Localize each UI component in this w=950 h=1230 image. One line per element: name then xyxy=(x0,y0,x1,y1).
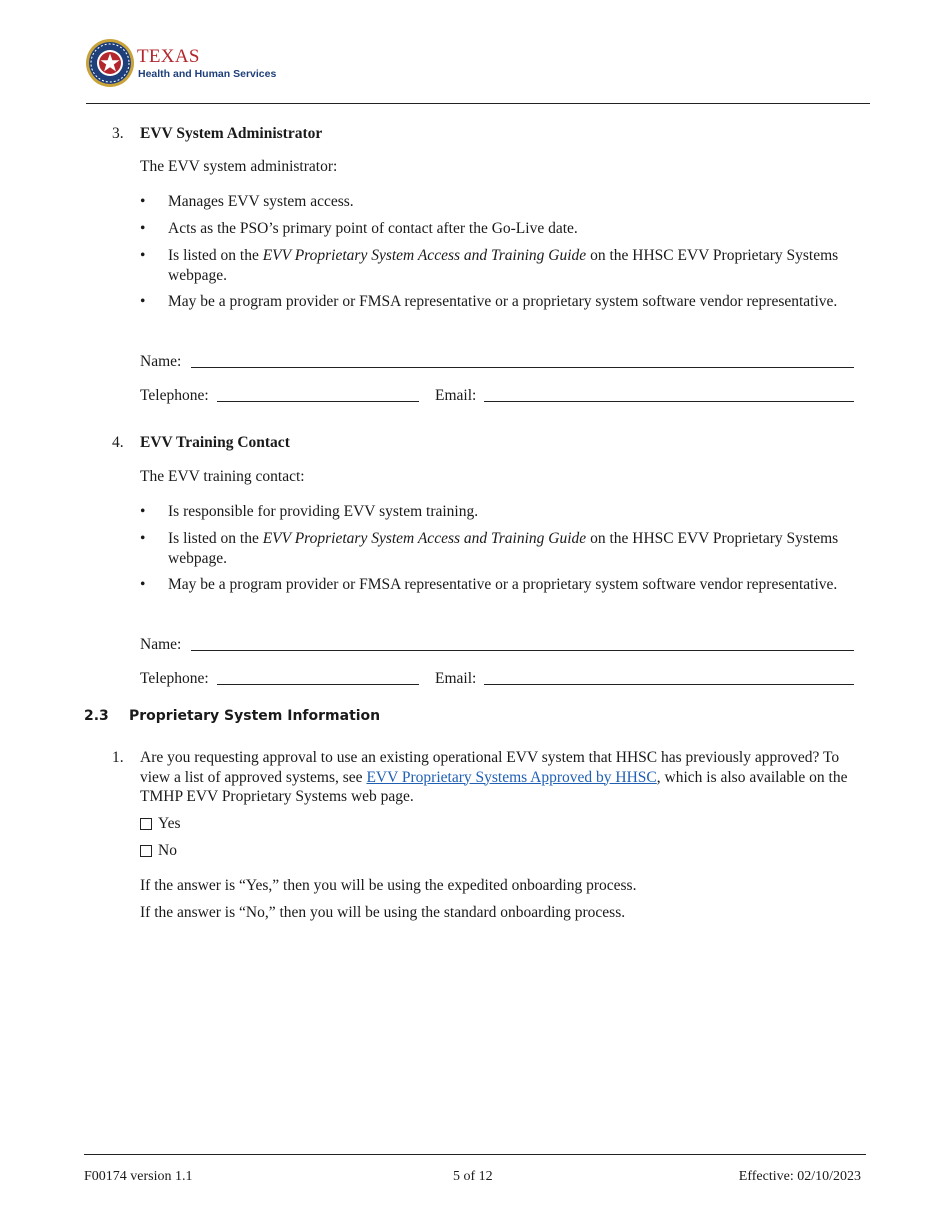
bullet-text: on the HHSC EVV Proprietary Systems webpage. xyxy=(168,247,839,284)
footer-divider xyxy=(84,1154,866,1155)
bullet-icon: • xyxy=(140,220,146,237)
bullet-icon: • xyxy=(140,576,146,593)
admin-title: EVV System Administrator xyxy=(140,125,323,142)
bullet-icon: • xyxy=(140,247,146,264)
bullet-icon: • xyxy=(140,530,146,547)
yes-label: Yes xyxy=(158,815,181,832)
bullet-text: Is responsible for providing EVV system training. xyxy=(168,503,479,520)
admin-email-label: Email: xyxy=(435,387,477,404)
admin-intro: The EVV system administrator: xyxy=(140,158,338,175)
bullet-text: Is listed on the xyxy=(168,247,263,264)
training-name-label: Name: xyxy=(140,636,182,653)
training-email-label: Email: xyxy=(435,670,477,687)
admin-name-field[interactable] xyxy=(191,367,854,368)
brand-title: TEXAS xyxy=(137,46,200,67)
bullet-text: May be a program provider or FMSA representative or a proprietary system software vendor representative. xyxy=(168,576,838,593)
bullet-text: Acts as the PSO’s primary point of contact after the Go-Live date. xyxy=(168,220,578,237)
footer-form-id: F00174 version 1.1 xyxy=(84,1169,193,1184)
admin-telephone-field[interactable] xyxy=(217,401,419,402)
training-telephone-label: Telephone: xyxy=(140,670,209,687)
bullet-icon: • xyxy=(140,503,146,520)
bullet-text: Manages EVV system access. xyxy=(168,193,354,210)
note-no: If the answer is “No,” then you will be using the standard onboarding process. xyxy=(140,904,626,921)
training-name-field[interactable] xyxy=(191,650,854,651)
training-email-field[interactable] xyxy=(484,684,854,685)
section-title: Proprietary System Information xyxy=(129,708,381,724)
footer-effective-date: Effective: 02/10/2023 xyxy=(738,1169,861,1184)
no-label: No xyxy=(158,842,177,859)
question-text-end: , which is also available on the TMHP EVV Proprietary Systems web page. xyxy=(140,768,848,805)
no-checkbox[interactable] xyxy=(140,845,152,857)
bullet-text: May be a program provider or FMSA representative or a proprietary system software vendor representative. xyxy=(168,293,838,310)
admin-email-field[interactable] xyxy=(484,401,854,402)
training-title: EVV Training Contact xyxy=(140,434,290,451)
bullet-text: on the HHSC EVV Proprietary Systems webpage. xyxy=(168,530,839,567)
admin-number: 3. xyxy=(112,125,124,142)
brand-subtitle: Health and Human Services xyxy=(138,68,277,80)
bullet-italic: EVV Proprietary System Access and Training Guide xyxy=(262,530,587,547)
admin-name-label: Name: xyxy=(140,353,182,370)
bullet-italic: EVV Proprietary System Access and Training Guide xyxy=(262,247,587,264)
yes-checkbox[interactable] xyxy=(140,818,152,830)
question-text-start: Are you requesting approval to use an existing operational EVV system that HHSC has previously approved? To view a list of approved systems, see xyxy=(140,749,840,786)
question-number: 1. xyxy=(112,749,124,766)
note-yes: If the answer is “Yes,” then you will be using the expedited onboarding process. xyxy=(140,877,637,894)
approved-systems-link[interactable]: EVV Proprietary Systems Approved by HHSC xyxy=(366,768,657,786)
question-text xyxy=(140,748,858,807)
bullet-text: Is listed on the xyxy=(168,530,263,547)
bullet-icon: • xyxy=(140,293,146,310)
admin-telephone-label: Telephone: xyxy=(140,387,209,404)
texas-seal-icon xyxy=(84,38,136,90)
header-divider xyxy=(86,103,870,104)
hhs-logo xyxy=(84,38,284,90)
training-telephone-field[interactable] xyxy=(217,684,419,685)
section-number: 2.3 xyxy=(84,708,109,724)
footer-page-number: 5 of 12 xyxy=(453,1169,493,1184)
bullet-icon: • xyxy=(140,193,146,210)
training-intro: The EVV training contact: xyxy=(140,468,305,485)
training-number: 4. xyxy=(112,434,124,451)
